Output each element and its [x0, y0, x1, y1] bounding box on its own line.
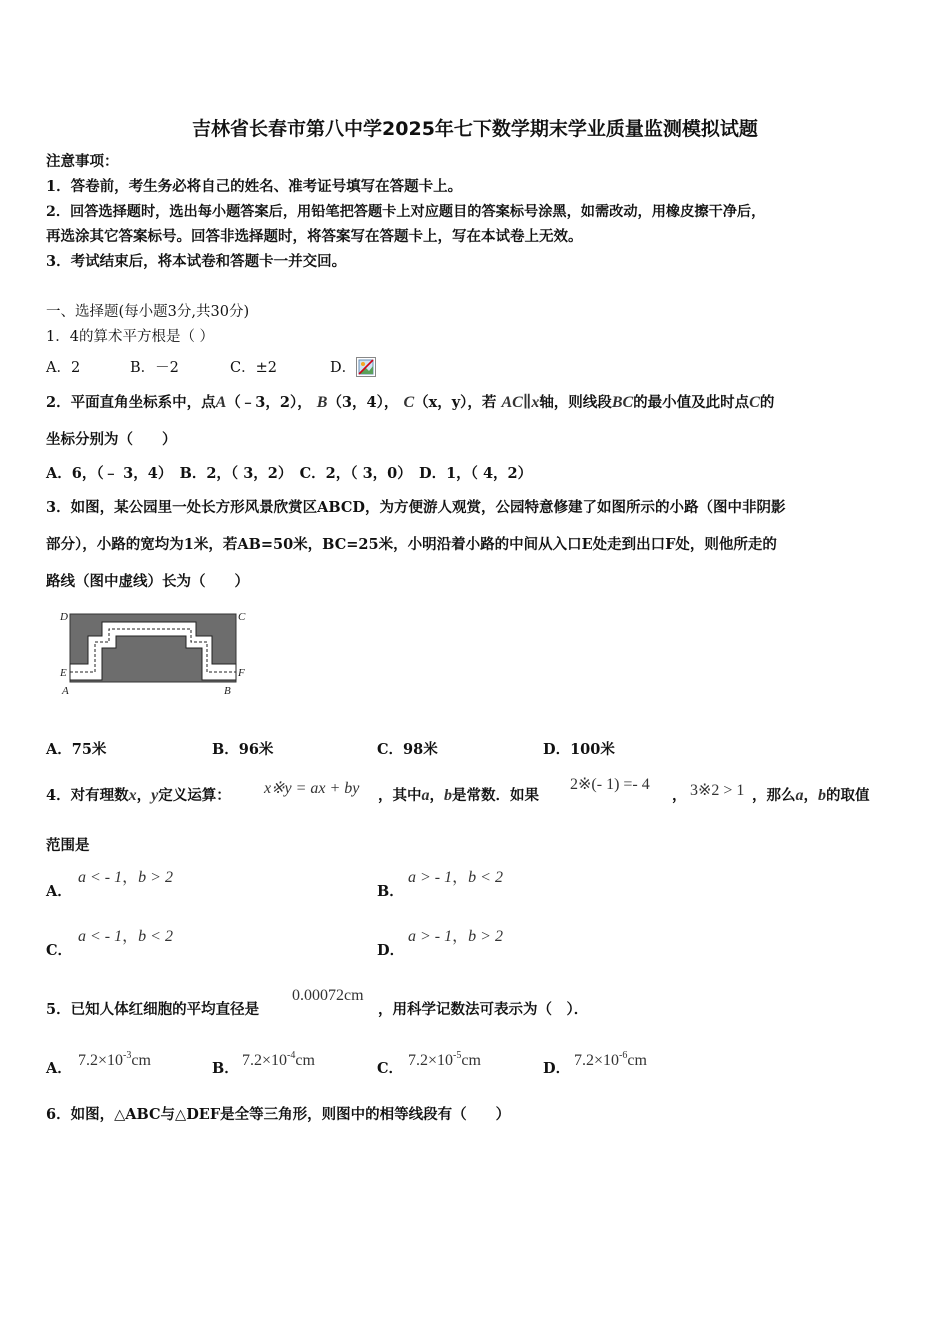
q5-option-c-math: $7.2\times 10^{-5}cm$: [408, 1050, 481, 1069]
q3-option-c: C．98米: [377, 741, 438, 758]
notice-item: 再选涂其它答案标号。回答非选择题时，将答案写在答题卡上，写在本试卷上无效。: [46, 228, 583, 245]
q5-stem: 5．已知人体红细胞的平均直径是: [46, 1001, 260, 1018]
q4-option-c-math: a < - 1，b < 2: [78, 928, 173, 945]
q4-condition-2: 3※2 > 1: [690, 782, 745, 799]
q4-stem: 4．对有理数x，y定义运算：: [46, 787, 231, 804]
q5-option-d-label: D．: [543, 1060, 571, 1077]
fig-label-d: D: [60, 611, 68, 623]
fig-label-b: B: [224, 685, 231, 697]
q4-option-b-label: B．: [377, 883, 404, 900]
q5-option-a-label: A．: [46, 1060, 72, 1077]
q1-stem: 1．4的算术平方根是（ ）: [46, 329, 215, 345]
q5-option-c-label: C．: [377, 1060, 404, 1077]
q6-stem: 6．如图，△ABC与△DEF是全等三角形，则图中的相等线段有（ ）: [46, 1106, 511, 1123]
q3-option-d: D．100米: [543, 741, 615, 758]
q1-option-c: C．±2: [230, 360, 277, 376]
q3-stem-line2: 部分），小路的宽均为1米，若AB=50米，BC=25米，小明沿着小路的中间从入口E处走到出口F处，则他所走的: [46, 536, 777, 553]
q4-condition-1: 2※(- 1) =- 4: [570, 776, 650, 793]
notice-item: 2．回答选择题时，选出每小题答案后，用铅笔把答题卡上对应题目的答案标号涂黑，如需改动，用橡皮擦干净后，: [46, 204, 766, 220]
q1-option-d: D．: [330, 360, 357, 376]
q4-option-a-label: A．: [46, 883, 72, 900]
q4-operation: x※y = ax + by: [264, 780, 360, 797]
q1-option-a: A．2: [46, 360, 81, 376]
q4-option-a-math: a < - 1，b > 2: [78, 869, 173, 886]
q4-comma: ，: [672, 787, 687, 804]
q4-stem-part2: ，其中a，b是常数．如果: [378, 787, 539, 804]
q4-option-b-math: a > - 1，b < 2: [408, 869, 503, 886]
q5-option-d-math: $7.2\times 10^{-6}cm$: [574, 1050, 647, 1069]
q3-option-a: A．75米: [46, 741, 107, 758]
q2-options: A．6，（﹣ 3，4） B．2，（ 3，2） C．2，（ 3，0） D．1，（ 4，2）: [46, 465, 533, 482]
q2-stem: 2．平面直角坐标系中，点A（﹣3，2）， B（3，4）， C（x，y），若 AC∥x轴，则线段BC的最小值及此时点C的: [46, 394, 775, 411]
fig-label-a: A: [62, 685, 69, 697]
q5-option-a-math: $7.2\times 10^{-3}cm$: [78, 1050, 151, 1069]
q4-stem-part3: ，那么a，b的取值: [752, 787, 870, 804]
fig-label-f: F: [238, 667, 245, 679]
q4-option-c-label: C．: [46, 942, 73, 959]
q4-option-d-math: a > - 1，b > 2: [408, 928, 503, 945]
q5-option-b-label: B．: [212, 1060, 239, 1077]
q2-stem-line2: 坐标分别为（ ）: [46, 431, 177, 448]
notice-header: 注意事项：: [46, 153, 119, 170]
q4-option-d-label: D．: [377, 942, 405, 959]
section-heading: 一、选择题(每小题3分,共30分): [46, 304, 250, 320]
q5-value: 0.00072cm: [292, 987, 364, 1004]
notice-item: 1．答卷前，考生务必将自己的姓名、准考证号填写在答题卡上。: [46, 178, 463, 195]
notice-item: 3．考试结束后，将本试卷和答题卡一并交回。: [46, 253, 347, 270]
broken-image-icon: [356, 357, 376, 377]
fig-label-e: E: [60, 667, 67, 679]
q5-option-b-math: $7.2\times 10^{-4}cm$: [242, 1050, 315, 1069]
q4-stem-line2: 范围是: [46, 837, 90, 854]
q3-stem-line3: 路线（图中虚线）长为（ ）: [46, 573, 249, 590]
q3-option-b: B．96米: [212, 741, 274, 758]
q3-stem-line1: 3．如图，某公园里一处长方形风景欣赏区ABCD，为方便游人观赏，公园特意修建了如图所示的小路（图中非阴影: [46, 499, 786, 516]
q1-option-b: B．－2: [130, 360, 179, 376]
fig-label-c: C: [238, 611, 246, 623]
page-title: 吉林省长春市第八中学2025年七下数学期末学业质量监测模拟试题: [192, 118, 758, 140]
q3-figure: [58, 608, 248, 700]
q5-stem-part2: ，用科学记数法可表示为（ ）．: [378, 1001, 589, 1018]
